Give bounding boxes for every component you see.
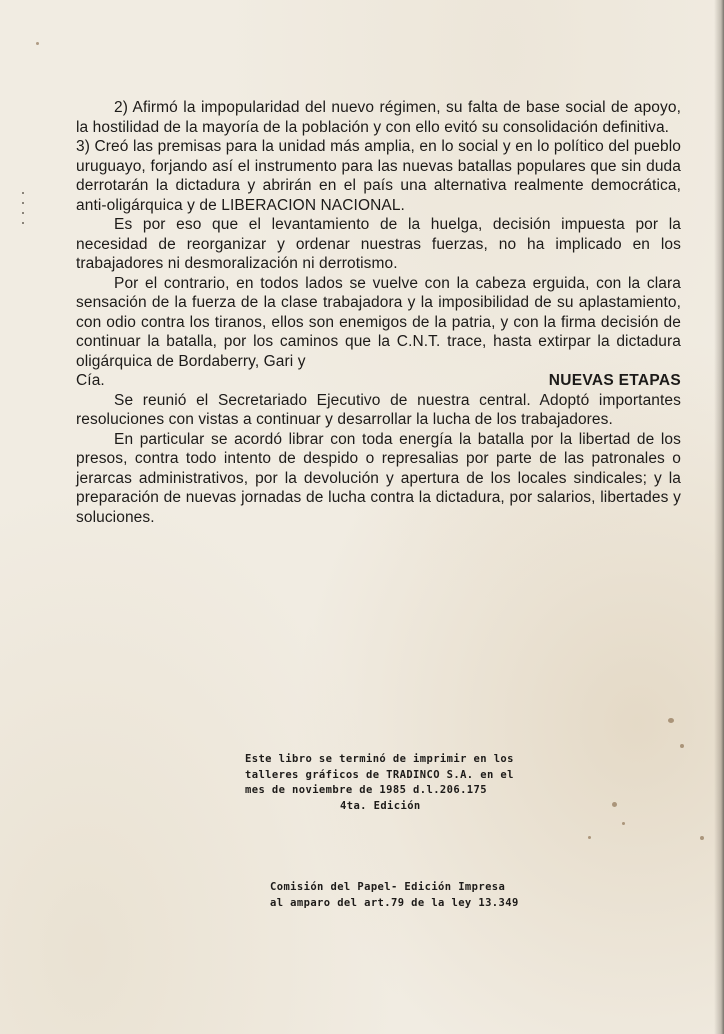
foxing-spot <box>612 802 617 807</box>
foxing-spot <box>588 836 591 839</box>
margin-marks <box>22 192 26 242</box>
legal-notice <box>270 880 590 911</box>
paragraph-point-3: 3) Creó las premisas para la unidad más amplia, en lo social y en lo político del pueblo uruguayo, forjando así el instrumento para las nuevas batallas populares que sin duda derrotarán la dictadura y abrirán en el país una alternativa realmente democrática, anti-oligárquica y de LIBERACION NACIONAL. <box>76 138 681 214</box>
paragraph-strike-lifting: Es por eso que el levantamiento de la huelga, decisión impuesta por la necesidad de reorganizar y ordenar nuestras fuerzas, no ha implicado en los trabajadores ni desmoralización ni derrotismo. <box>76 216 681 272</box>
section-row <box>76 371 681 391</box>
legal-line-1: Comisión del Papel- Edición Impresa <box>270 881 506 893</box>
paragraph-secretariat: Se reunió el Secretariado Ejecutivo de nuestra central. Adoptó importantes resoluciones con vistas a continuar y desarrollar la lucha de los trabajadores. <box>76 391 681 428</box>
foxing-spot <box>622 822 625 825</box>
main-text-block <box>76 98 681 527</box>
paragraph-on-the-contrary: Por el contrario, en todos lados se vuelve con la cabeza erguida, con la clara sensación de la fuerza de la clase trabajadora y la imposibilidad de su aplastamiento, con odio contra los tiranos, ellos son enemigos de la patria, y con la firma decisión de continuar la batalla, por los caminos que la C.N.T. trace, hasta extirpar la dictadura oligárquica de Bordaberry, Gari y <box>76 274 681 370</box>
foxing-spot <box>668 718 674 723</box>
page-edge-shadow <box>714 0 724 1034</box>
paragraph-point-2: 2) Afirmó la impopularidad del nuevo régimen, su falta de base social de apoyo, la hostilidad de la mayoría de la población y con ello evitó su consolidación definitiva. <box>76 99 681 136</box>
foxing-spot <box>700 836 704 840</box>
section-heading: NUEVAS ETAPAS <box>548 372 681 389</box>
colophon-line-1: Este libro se terminó de imprimir en los <box>245 753 514 765</box>
colophon-line-2: talleres gráficos de TRADINCO S.A. en el <box>245 768 514 781</box>
foxing-spot <box>36 42 39 45</box>
colophon-line-3: mes de noviembre de 1985 d.l.206.175 <box>245 784 487 796</box>
colophon <box>245 752 575 814</box>
paragraph-resolutions: En particular se acordó librar con toda energía la batalla por la libertad de los presos, contra todo intento de despido o represalias por parte de las patronales o jerarcas administrativos, por la devolución y apertura de los locales sindicales; y la preparación de nuevas jornadas de lucha contra la dictadura, por salarios, libertades y soluciones. <box>76 430 681 526</box>
foxing-spot <box>680 744 684 748</box>
closing-fragment: Cía. <box>76 372 105 389</box>
colophon-edition: 4ta. Edición <box>340 799 421 812</box>
legal-line-2: al amparo del art.79 de la ley 13.349 <box>270 896 519 909</box>
